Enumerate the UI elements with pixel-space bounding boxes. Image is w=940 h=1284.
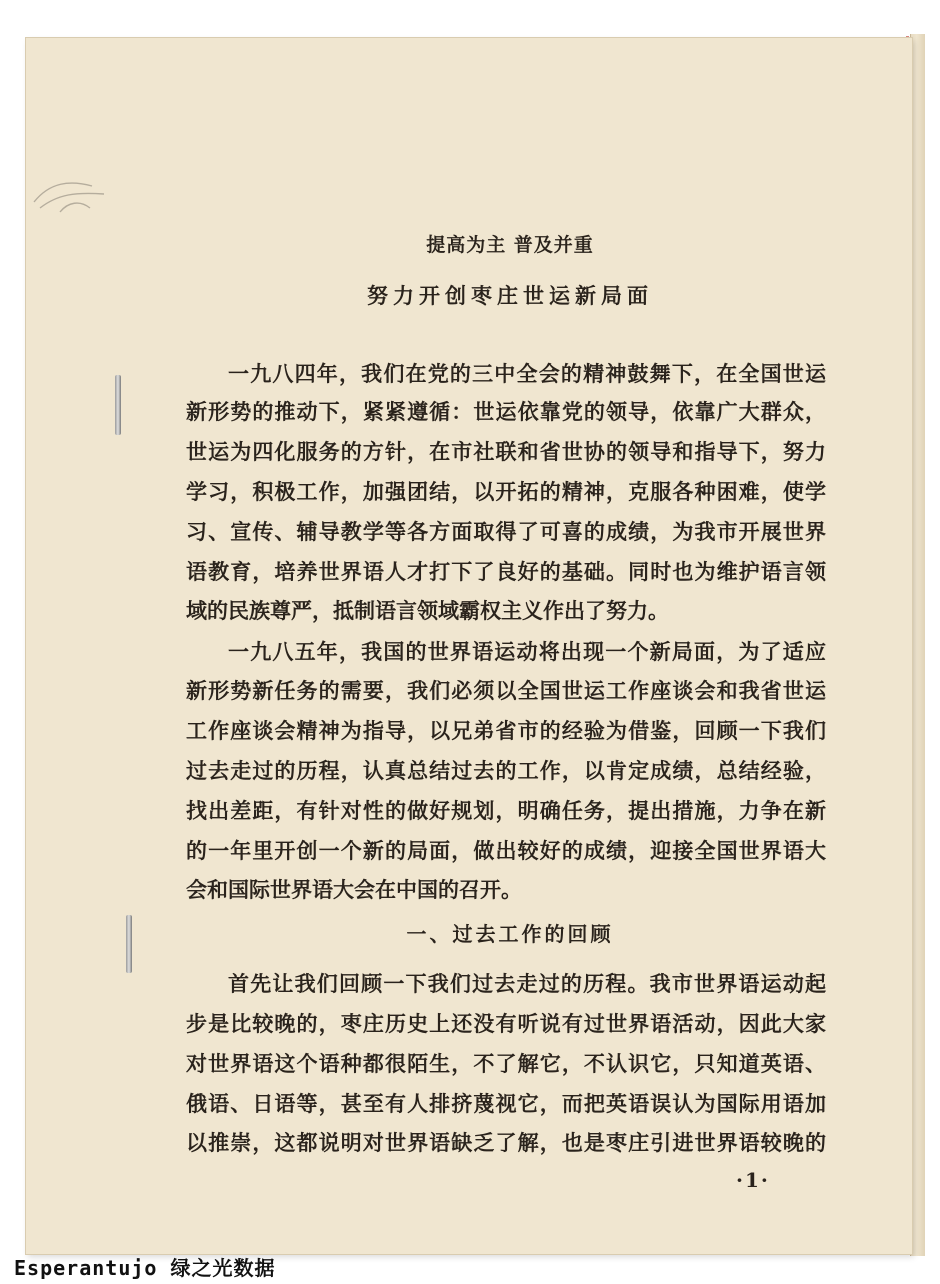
show-through-bleed — [640, 180, 910, 340]
text-line: 会和国际世界语大会在中国的召开。 — [186, 877, 522, 902]
watermark-text: Esperantujo 绿之光数据 — [14, 1256, 276, 1280]
text-line: 域的民族尊严，抵制语言领域霸权主义作出了努力。 — [186, 598, 669, 623]
text-line: 新形势的推动下，紧紧遵循：世运依靠党的领导，依靠广大群众， — [186, 399, 826, 424]
document-heading-primary: 提高为主 普及并重 — [426, 234, 594, 256]
text-line: 以推崇，这都说明对世界语缺乏了解，也是枣庄引进世界语较晚的 — [186, 1130, 826, 1155]
text-line: 过去走过的历程，认真总结过去的工作，以肯定成绩，总结经验， — [186, 758, 826, 783]
text-line: 一九八四年，我们在党的三中全会的精神鼓舞下，在全国世运 — [228, 361, 826, 386]
text-line: 的一年里开创一个新的局面，做出较好的成绩，迎接全国世界语大 — [186, 838, 826, 863]
text-line: 习、宣传、辅导教学等各方面取得了可喜的成绩，为我市开展世界 — [186, 519, 826, 544]
text-line: 俄语、日语等，甚至有人排挤蔑视它，而把英语误认为国际用语加 — [186, 1091, 826, 1116]
pencil-scribble-mark — [30, 172, 110, 220]
text-line: 新形势新任务的需要，我们必须以全国世运工作座谈会和我省世运 — [186, 678, 826, 703]
section-heading: 一、过去工作的回顾 — [406, 922, 614, 946]
text-line: 语教育，培养世界语人才打下了良好的基础。同时也为维护语言领 — [186, 559, 826, 584]
text-line: 工作座谈会精神为指导，以兄弟省市的经验为借鉴，回顾一下我们 — [186, 718, 826, 743]
text-line: 对世界语这个语种都很陌生，不了解它，不认识它，只知道英语、 — [186, 1051, 826, 1076]
text-line: 一九八五年，我国的世界语运动将出现一个新局面，为了适应 — [228, 639, 826, 664]
text-line: 首先让我们回顾一下我们过去走过的历程。我市世界语运动起 — [228, 971, 826, 996]
text-line: 找出差距，有针对性的做好规划，明确任务，提出措施，力争在新 — [186, 798, 826, 823]
staple-bottom — [126, 915, 132, 973]
text-line: 学习，积极工作，加强团结，以开拓的精神，克服各种困难，使学 — [186, 479, 826, 504]
page-number: ·1· — [736, 1168, 770, 1192]
text-line: 世运为四化服务的方针，在市社联和省世协的领导和指导下，努力 — [186, 439, 826, 464]
document-heading-main: 努力开创枣庄世运新局面 — [367, 283, 653, 308]
paper-stack-edge — [910, 34, 925, 1256]
text-line: 步是比较晚的，枣庄历史上还没有听说有过世界语活动，因此大家 — [186, 1011, 826, 1036]
staple-top — [115, 375, 121, 435]
